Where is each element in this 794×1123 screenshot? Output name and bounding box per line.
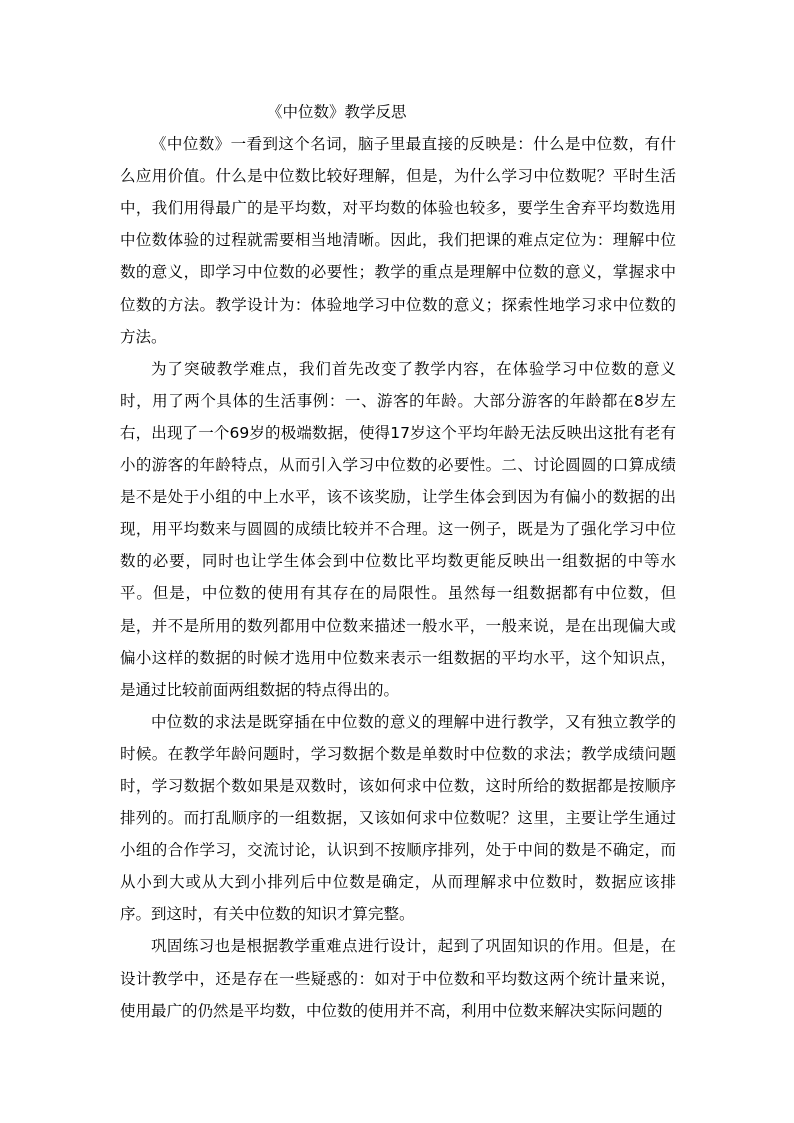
- document-title: 《中位数》教学反思: [267, 103, 407, 121]
- paragraph-median-method: 中位数的求法是既穿插在中位数的意义的理解中进行教学，又有独立教学的时候。在教学年龄问题时，学习数据个数是单数时中位数的求法；教学成绩问题时，学习数据个数如果是双数时，该如何求中位数，这时所给的数据都是按顺序排列的。而打乱顺序的一组数据，又该如何求中位数呢？这里，主要让学生通过小组的合作学习，交流讨论，认识到不按顺序排列，处于中间的数是不确定，而从小到大或从大到小排列后中位数是确定，从而理解求中位数时，数据应该排序。到这时，有关中位数的知识才算完整。: [120, 712, 676, 924]
- paragraph-practice: 巩固练习也是根据教学重难点进行设计，起到了巩固知识的作用。但是，在设计教学中，还是存在一些疑惑的：如对于中位数和平均数这两个统计量来说，使用最广的仍然是平均数，中位数的使用并不高，利用中位数来解决实际问题的: [120, 937, 676, 1020]
- paragraph-teaching-difficulty: 为了突破教学难点，我们首先改变了教学内容，在体验学习中位数的意义时，用了两个具体的生活事例：一、游客的年龄。大部分游客的年龄都在8岁左右，出现了一个69岁的极端数据，使得17岁这个平均年龄无法反映出这批有老有小的游客的年龄特点，从而引入学习中位数的必要性。二、讨论圆圆的口算成绩是不是处于小组的中上水平，该不该奖励，让学生体会到因为有偏小的数据的出现，用平均数来与圆圆的成绩比较并不合理。这一例子，既是为了强化学习中位数的必要，同时也让学生体会到中位数比平均数更能反映出一组数据的中等水平。但是，中位数的使用有其存在的局限性。虽然每一组数据都有中位数，但是，并不是所用的数列都用中位数来描述一般水平，一般来说，是在出现偏大或偏小这样的数据的时候才选用中位数来表示一组数据的平均水平，这个知识点，是通过比较前面两组数据的特点得出的。: [120, 359, 676, 699]
- document-body: [120, 96, 676, 1027]
- paragraph-intro: 《中位数》一看到这个名词，脑子里最直接的反映是：什么是中位数，有什么应用价值。什么是中位数比较好理解，但是，为什么学习中位数呢？平时生活中，我们用得最广的是平均数，对平均数的体验也较多，要学生舍弃平均数选用中位数体验的过程就需要相当地清晰。因此，我们把课的难点定位为：理解中位数的意义，即学习中位数的必要性；教学的重点是理解中位数的意义，掌握求中位数的方法。教学设计为：体验地学习中位数的意义；探索性地学习求中位数的方法。: [120, 135, 676, 346]
